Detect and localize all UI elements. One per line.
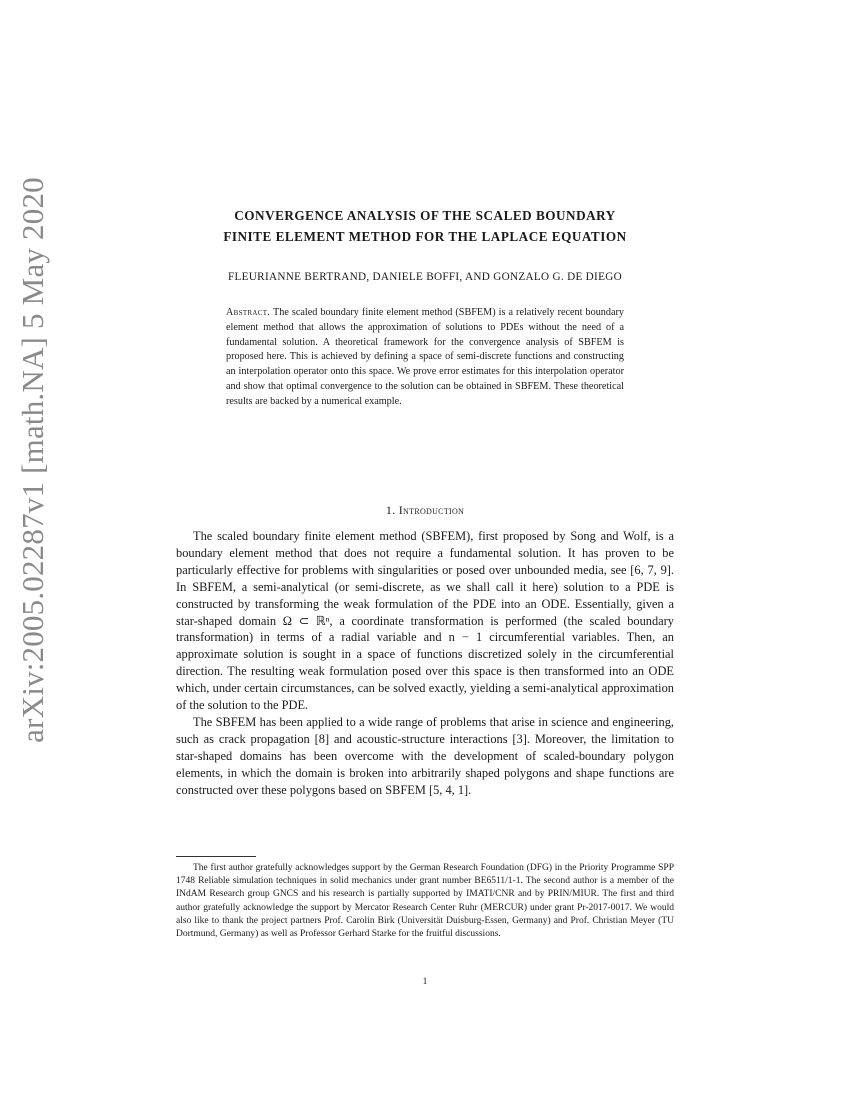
authors: FLEURIANNE BERTRAND, DANIELE BOFFI, AND GONZALO G. DE DIEGO: [228, 271, 622, 283]
title-line-2: FINITE ELEMENT METHOD FOR THE LAPLACE EQUATION: [223, 229, 627, 244]
body-text: [176, 528, 674, 799]
section-heading: 1. Introduction: [385, 503, 465, 517]
paragraph-2: The SBFEM has been applied to a wide range of problems that arise in science and engineering, such as crack propagation [8] and acoustic-structure interactions [3]. Moreover, the limitation to star-shaped domains has been overcome with the development of scaled-boundary polygon elements, in which the domain is broken into arbitrarily shaped polygons and shape functions are constructed over these polygons based on SBFEM [5, 4, 1].: [176, 714, 674, 797]
title-line-1: CONVERGENCE ANALYSIS OF THE SCALED BOUNDARY: [234, 208, 616, 223]
page-number: 1: [422, 977, 428, 987]
footnote-rule: [176, 856, 256, 857]
paragraph-1: The scaled boundary finite element method (SBFEM), first proposed by Song and Wolf, is a boundary element method that does not require a fundamental solution. It has proven to be particularly effective for problems with singularities or posed over unbounded media, see [6, 7, 9]. In SBFEM, a semi-analytical (or semi-discrete, as we shall call it here) solution to a PDE is constructed by transforming the weak formulation of the PDE into an ODE. Essentially, given a star-shaped domain Ω ⊂ ℝⁿ, a coordinate transformation is performed (the scaled boundary transformation) in terms of a radial variable and n − 1 circumferential variables. Then, an approximate solution is sought in a space of functions discretized solely in the circumferential direction. The resulting weak formulation posed over this space is then transformed into an ODE which, under certain circumstances, can be solved exactly, yielding a semi-analytical approximation of the solution to the PDE.: [176, 529, 674, 713]
paper-title: [150, 205, 700, 247]
abstract: [226, 306, 624, 410]
abstract-text: The scaled boundary finite element method (SBFEM) is a relatively recent boundary element method that allows the approximation of solutions to PDEs without the need of a fundamental solution. A theoretical framework for the convergence analysis of SBFEM is proposed here. This is achieved by defining a space of semi-discrete functions and constructing an interpolation operator onto this space. We prove error estimates for this interpolation operator and show that optimal convergence to the solution can be obtained in SBFEM. These theoretical results are backed by a numerical example.: [226, 307, 624, 407]
arxiv-stamp: [8, 177, 58, 743]
arxiv-stamp-text: arXiv:2005.02287v1 [math.NA] 5 May 2020: [15, 177, 51, 743]
footnote: The first author gratefully acknowledges support by the German Research Foundation (DFG) in the Priority Programme SPP 1748 Reliable simulation techniques in solid mechanics under grant number BE6511/1-1. The second author is a member of the INdAM Research group GNCS and his research is partially supported by IMATI/CNR and by PRIN/MIUR. The first and third author gratefully acknowledge the support by Mercator Research Center Ruhr (MERCUR) under grant Pr-2017-0017. We would also like to thank the project partners Prof. Carolin Birk (Universität Duisburg-Essen, Germany) and Prof. Christian Meyer (TU Dortmund, Germany) as well as Professor Gerhard Starke for the fruitful discussions.: [176, 863, 674, 940]
abstract-label: Abstract.: [226, 307, 271, 318]
